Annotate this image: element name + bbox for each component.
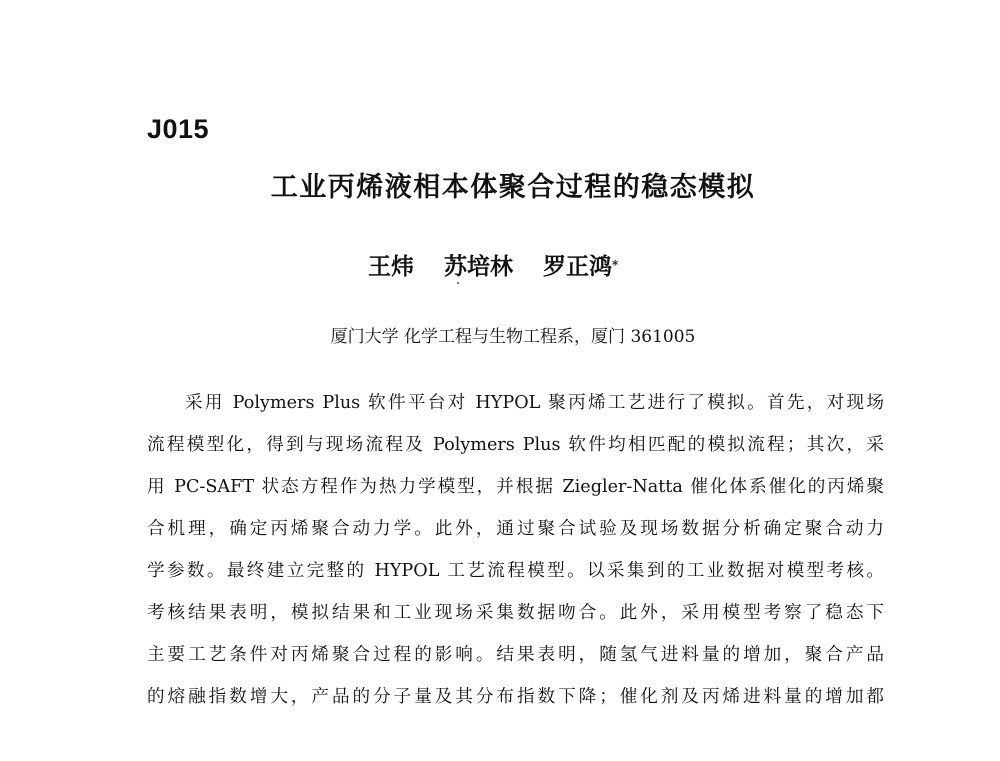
author	[368, 252, 414, 282]
abstract-line: 合机理，确定丙烯聚合动力学。此外，通过聚合试验及现场数据分析确定聚合动力	[147, 519, 884, 539]
author-list	[368, 252, 618, 282]
abstract-line: 的熔融指数增大，产品的分子量及其分布指数下降；催化剂及丙烯进料量的增加都	[147, 687, 884, 707]
corresponding-author-mark: *	[612, 258, 619, 272]
author	[444, 252, 513, 282]
author-name: 罗正鸿	[543, 253, 613, 280]
abstract-line: 用 PC-SAFT 状态方程作为热力学模型，并根据 Ziegler-Natta 催化体系催化的丙烯聚	[147, 477, 884, 497]
abstract-line: 学参数。最终建立完整的 HYPOL 工艺流程模型。以采集到的工业数据对模型考核。	[147, 561, 884, 581]
author-name: 苏培林	[444, 253, 514, 280]
author-name: 王炜	[368, 253, 414, 280]
abstract-line: 采用 Polymers Plus 软件平台对 HYPOL 聚丙烯工艺进行了模拟。首先，对现场	[185, 393, 884, 413]
abstract	[147, 382, 884, 718]
paper-code: J015	[147, 114, 210, 144]
affiliation: 厦门大学 化学工程与生物工程系，厦门 361005	[330, 327, 696, 347]
scan-speck	[457, 282, 459, 284]
abstract-line: 流程模型化，得到与现场流程及 Polymers Plus 软件均相匹配的模拟流程；其次，采	[147, 435, 884, 455]
author	[543, 252, 618, 282]
paper-title: 工业丙烯液相本体聚合过程的稳态模拟	[270, 172, 756, 203]
abstract-line: 主要工艺条件对丙烯聚合过程的影响。结果表明，随氢气进料量的增加，聚合产品	[147, 645, 884, 665]
abstract-line: 考核结果表明，模拟结果和工业现场采集数据吻合。此外，采用模型考察了稳态下	[147, 603, 884, 623]
